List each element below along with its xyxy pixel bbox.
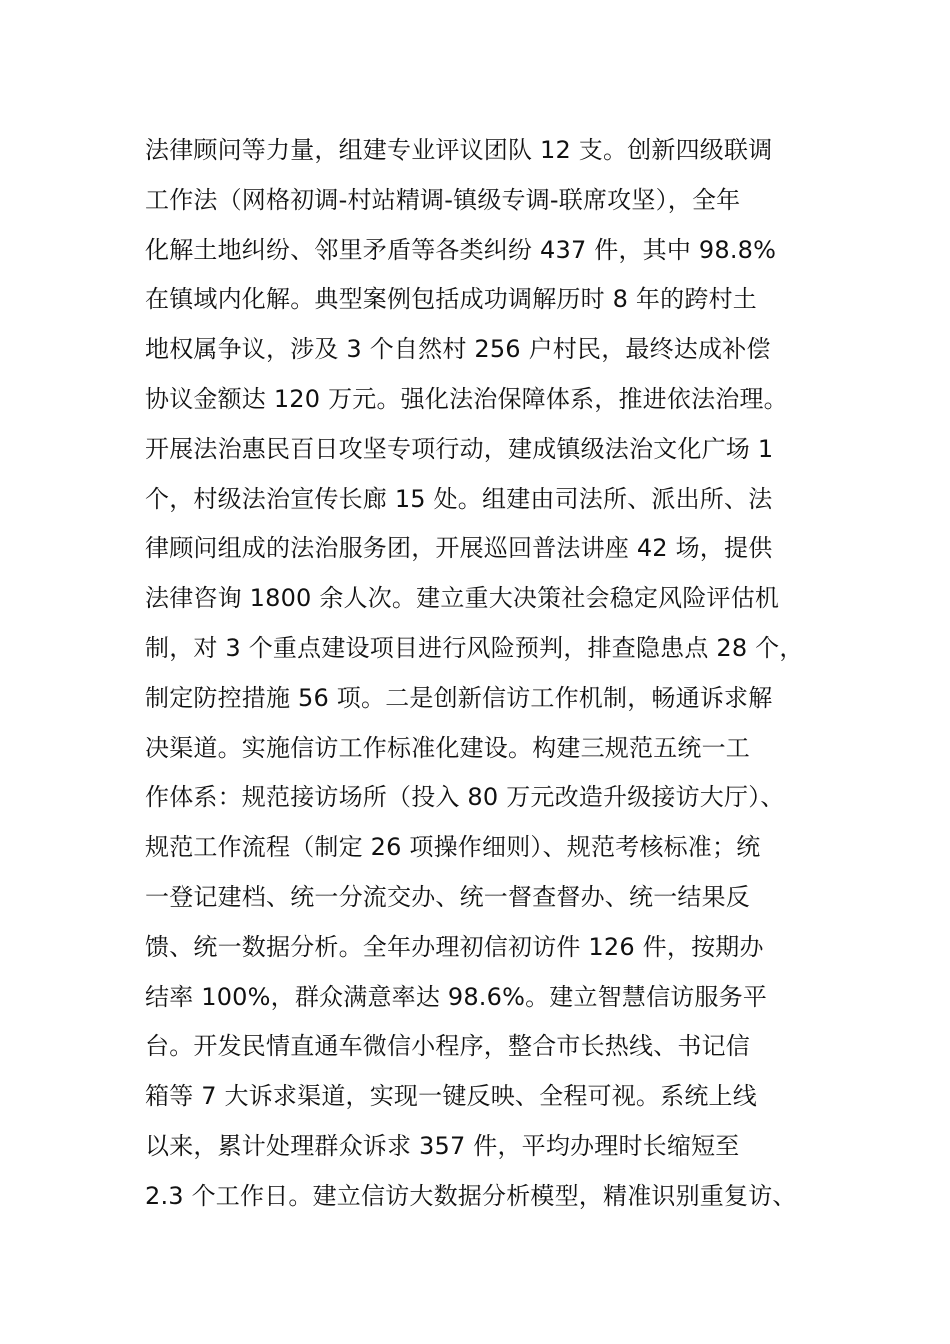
text-line: 个，村级法治宣传长廊 15 处。组建由司法所、派出所、法 (145, 484, 773, 513)
text-line: 决渠道。实施信访工作标准化建设。构建三规范五统一工 (145, 733, 750, 762)
text-line: 法律咨询 1800 余人次。建立重大决策社会稳定风险评估机 (145, 584, 780, 613)
text-line: 台。开发民情直通车微信小程序，整合市长热线、书记信 (145, 1032, 750, 1061)
text-line: 结率 100%，群众满意率达 98.6%。建立智慧信访服务平 (145, 982, 768, 1011)
body-paragraph (145, 126, 845, 1222)
text-line: 作体系：规范接访场所（投入 80 万元改造升级接访大厅）、 (145, 783, 785, 812)
text-line: 化解土地纠纷、邻里矛盾等各类纠纷 437 件，其中 98.8% (145, 235, 777, 264)
text-line: 法律顾问等力量，组建专业评议团队 12 支。创新四级联调 (145, 136, 773, 164)
text-line: 箱等 7 大诉求渠道，实现一键反映、全程可视。系统上线 (145, 1082, 757, 1111)
text-line: 以来，累计处理群众诉求 357 件，平均办理时长缩短至 (145, 1131, 740, 1160)
text-line: 协议金额达 120 万元。强化法治保障体系，推进依法治理。 (145, 384, 788, 413)
text-line: 地权属争议，涉及 3 个自然村 256 户村民，最终达成补偿 (145, 335, 771, 364)
text-line: 在镇域内化解。典型案例包括成功调解历时 8 年的跨村土 (145, 285, 757, 314)
text-line: 律顾问组成的法治服务团，开展巡回普法讲座 42 场，提供 (145, 534, 773, 563)
text-line: 规范工作流程（制定 26 项操作细则）、规范考核标准；统 (145, 833, 761, 862)
text-line: 一登记建档、统一分流交办、统一督查督办、统一结果反 (145, 882, 750, 911)
text-line: 制定防控措施 56 项。二是创新信访工作机制，畅通诉求解 (145, 683, 773, 712)
text-line: 开展法治惠民百日攻坚专项行动，建成镇级法治文化广场 1 (145, 434, 774, 463)
text-line: 2.3 个工作日。建立信访大数据分析模型，精准识别重复访、 (145, 1181, 797, 1210)
text-line: 制，对 3 个重点建设项目进行风险预判，排查隐患点 28 个， (145, 633, 804, 662)
text-line: 馈、统一数据分析。全年办理初信初访件 126 件，按期办 (145, 932, 764, 961)
text-line: 工作法（网格初调-村站精调-镇级专调-联席攻坚），全年 (145, 185, 741, 214)
